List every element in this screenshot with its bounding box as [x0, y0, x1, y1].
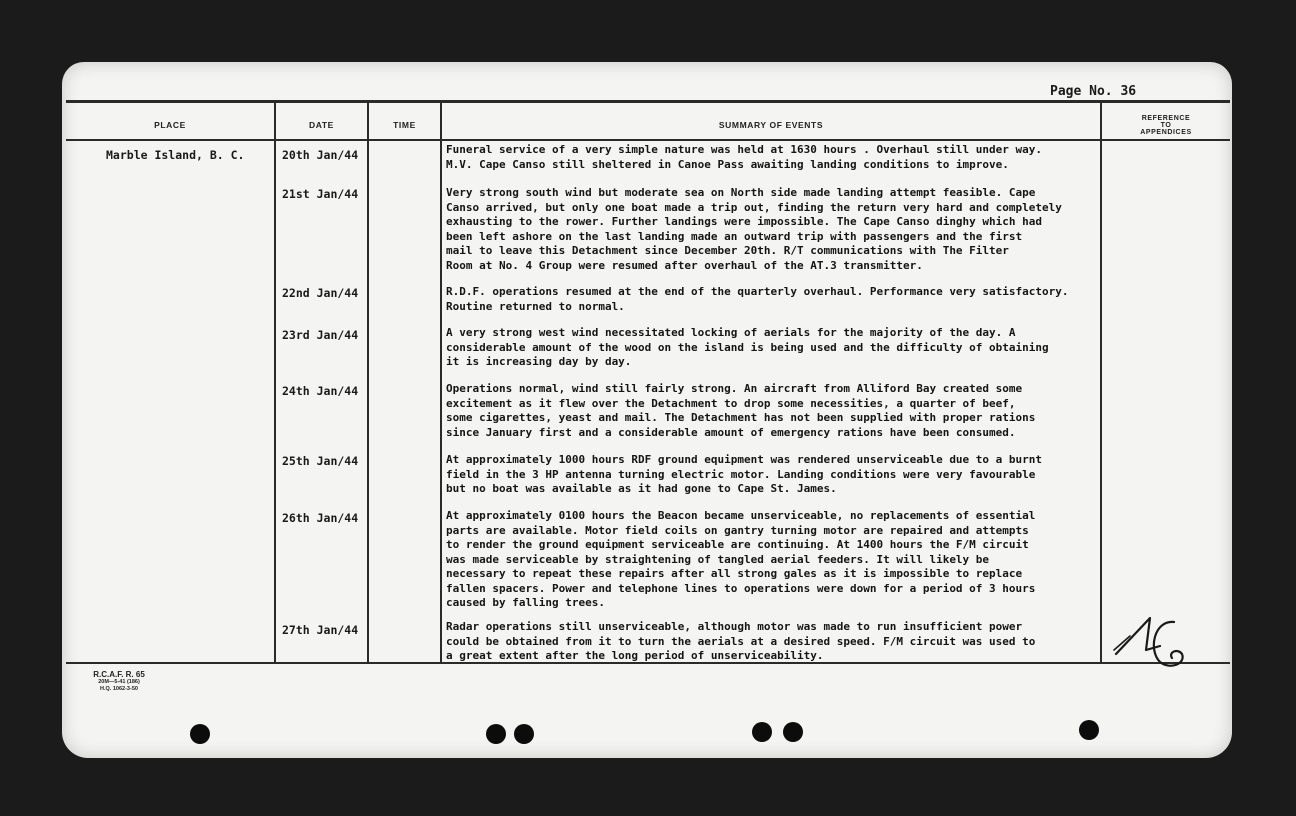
column-divider-date [367, 103, 369, 663]
entry-date: 22nd Jan/44 [282, 286, 359, 300]
punch-hole-icon [486, 724, 506, 744]
entry-summary: R.D.F. operations resumed at the end of the quarterly overhaul. Performance very satisfactory. Routine returned to normal. [446, 285, 1069, 313]
header-time: TIME [393, 120, 416, 130]
entry-summary: Operations normal, wind still fairly strong. An aircraft from Alliford Bay created some excitement as it flew over the Detachment to drop some necessities, a quarter of beef, some cigarettes, yeast and mail. The Detachment has not been supplied with proper rations since January first and a considerable amount of emergency rations have been consumed. [446, 382, 1036, 439]
diary-sheet [62, 62, 1232, 758]
handwritten-initials-icon [1110, 610, 1190, 672]
entry-summary: Very strong south wind but moderate sea on North side made landing attempt feasible. Cape Canso arrived, but only one boat made a trip out, finding the return very hard and completely exhausting to the rower. Further landings were impossible. The Cape Canso dinghy which had been left ashore on the last landing made an outward trip with passengers and the first mail to leave this Detachment since December 20th. R/T communications with The Filter Room at No. 4 Group were resumed after overhaul of the AT.3 transmitter. [446, 186, 1062, 272]
entry-summary: At approximately 1000 hours RDF ground equipment was rendered unserviceable due to a burnt field in the 3 HP antenna turning electric motor. Landing conditions were very favourable but no boat was available as it had gone to Cape St. James. [446, 453, 1043, 495]
column-divider-time [440, 103, 442, 663]
page-number: Page No. 36 [1050, 84, 1137, 99]
punch-hole-icon [190, 724, 210, 744]
punch-hole-icon [1079, 720, 1099, 740]
header-reference-line1: REFERENCE [1141, 114, 1191, 122]
punch-hole-icon [752, 722, 772, 742]
form-id-line1: R.C.A.F. R. 65 [93, 670, 145, 679]
punch-hole-icon [783, 722, 803, 742]
entry-date: 20th Jan/44 [282, 148, 359, 162]
entry-date: 25th Jan/44 [282, 454, 359, 468]
entry-date: 21st Jan/44 [282, 187, 359, 201]
entry-date: 26th Jan/44 [282, 511, 359, 525]
top-rule [66, 100, 1230, 103]
entry-summary: At approximately 0100 hours the Beacon became unserviceable, no replacements of essential parts are available. Motor field coils on gantry turning motor are repaired and attempts to render the ground equipment serviceable are continuing. At 1400 hours the F/M circuit was made serviceable by straightening of tangled aerial feeders. It will likely be necessary to repeat these repairs after all strong gales as it is impossible to replace fallen spacers. Power and telephone lines to operations were down for a period of 3 hours caused by falling trees. [446, 509, 1036, 609]
header-summary: SUMMARY OF EVENTS [718, 120, 824, 130]
entry-date: 24th Jan/44 [282, 384, 359, 398]
header-reference [1102, 110, 1230, 140]
form-identifier [84, 670, 154, 693]
entry-summary: A very strong west wind necessitated locking of aerials for the majority of the day. A considerable amount of the wood on the island is being used and the difficulty of obtaining it is increasing day by day. [446, 326, 1049, 368]
header-place: PLACE [154, 120, 186, 130]
entry-summary: Radar operations still unserviceable, although motor was made to run insufficient power could be obtained from it to turn the aerials at a desired speed. F/M circuit was used to a great extent after the long period of unserviceability. [446, 620, 1036, 662]
entry-date: 23rd Jan/44 [282, 328, 359, 342]
header-date: DATE [309, 120, 334, 130]
entry-date: 27th Jan/44 [282, 623, 359, 637]
header-reference-line3: APPENDICES [1140, 128, 1192, 136]
form-id-line3: H.Q. 1062-3-50 [100, 686, 138, 692]
punch-hole-icon [514, 724, 534, 744]
form-id-line2: 20M—5-41 (186) [98, 679, 140, 685]
column-divider-place [274, 103, 276, 663]
place-cell: Marble Island, B. C. [106, 148, 245, 162]
entry-summary: Funeral service of a very simple nature was held at 1630 hours . Overhaul still under way. M.V. Cape Canso still sheltered in Canoe Pass awaiting landing conditions to improve. [446, 143, 1043, 171]
header-reference-line2: TO [1160, 121, 1172, 129]
